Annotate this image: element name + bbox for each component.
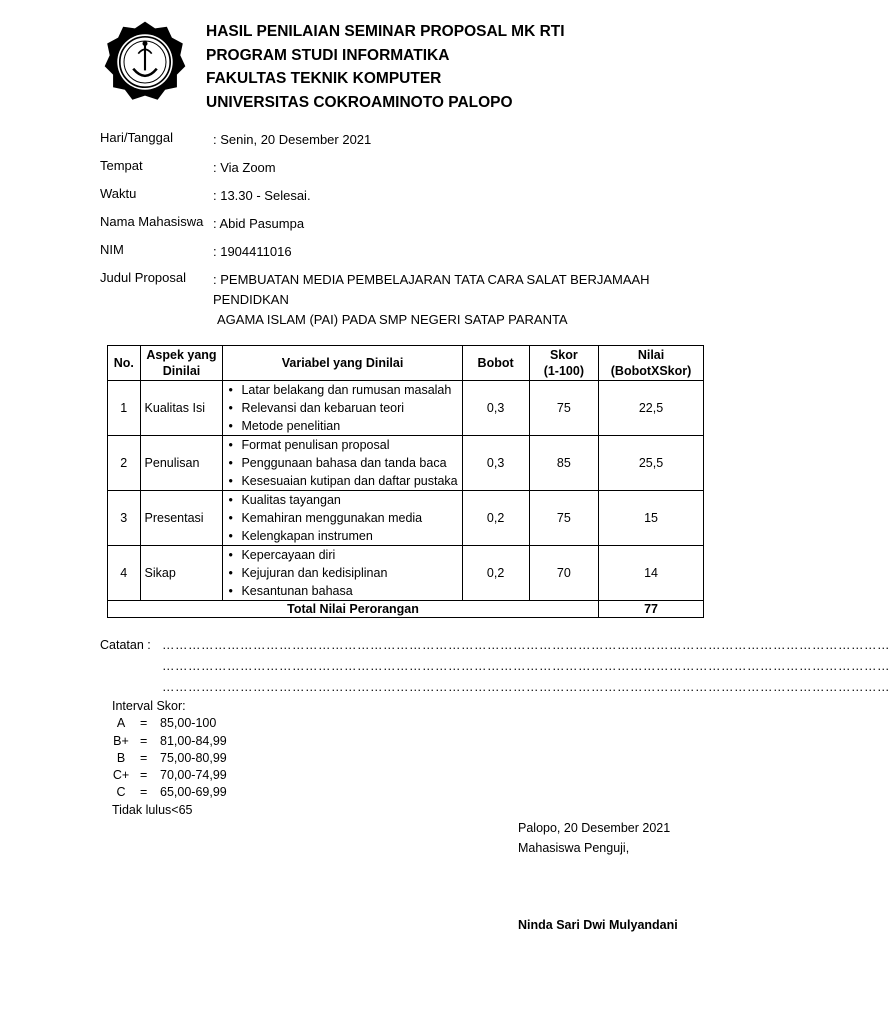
- grade-range: 75,00-80,99: [160, 750, 227, 765]
- info-value: : Senin, 20 Desember 2021: [213, 132, 372, 147]
- list-item: • Latar belakang dan rumusan masalah: [227, 381, 457, 399]
- cell-no: 2: [108, 436, 141, 491]
- info-label: Nama Mahasiswa: [100, 214, 204, 229]
- table-header-row: [108, 346, 704, 381]
- list-item: • Kemahiran menggunakan media: [227, 509, 457, 527]
- list-item: • Kesantunan bahasa: [227, 582, 457, 600]
- list-item: • Kepercayaan diri: [227, 546, 457, 564]
- interval-title: Interval Skor:: [112, 699, 186, 713]
- fail-threshold: Tidak lulus<65: [112, 802, 193, 817]
- grade-equals: =: [140, 716, 148, 731]
- list-item: • Penggunaan bahasa dan tanda baca: [227, 454, 457, 472]
- document-header: [206, 20, 565, 114]
- signature-role: Mahasiswa Penguji,: [518, 841, 630, 855]
- info-label: Tempat: [100, 158, 143, 173]
- grade-row: [112, 715, 217, 732]
- header-university: UNIVERSITAS COKROAMINOTO PALOPO: [206, 93, 513, 111]
- info-label: Judul Proposal: [100, 270, 186, 285]
- grade-row: [112, 733, 227, 750]
- cell-weight: 0,2: [462, 491, 529, 546]
- cell-aspect: Penulisan: [140, 436, 223, 491]
- list-item: • Kelengkapan instrumen: [227, 527, 457, 545]
- notes-line: ……………………………………………………………………………………………………………………………………………………: [162, 659, 890, 673]
- cell-aspect: Kualitas Isi: [140, 381, 223, 436]
- list-item: • Metode penelitian: [227, 417, 457, 435]
- cell-weight: 0,3: [462, 436, 529, 491]
- signature-place-date: Palopo, 20 Desember 2021: [518, 821, 671, 835]
- header-no: No.: [108, 346, 141, 381]
- grade-equals: =: [140, 750, 148, 765]
- cell-value: 22,5: [599, 381, 704, 436]
- header-program: PROGRAM STUDI INFORMATIKA: [206, 46, 450, 64]
- grade-letter: B: [116, 750, 126, 765]
- grade-equals: =: [140, 768, 148, 783]
- university-emblem-icon: [103, 20, 187, 104]
- grade-letter: B+: [113, 733, 129, 748]
- header-faculty: FAKULTAS TEKNIK KOMPUTER: [206, 70, 442, 87]
- signer-name: Ninda Sari Dwi Mulyandani: [518, 918, 678, 932]
- cell-score: 75: [529, 381, 598, 436]
- grade-range: 65,00-69,99: [160, 785, 227, 800]
- grade-range: 81,00-84,99: [160, 733, 227, 748]
- grade-letter: C+: [112, 768, 130, 783]
- header-score: Skor (1-100): [529, 346, 598, 381]
- total-value: 77: [599, 601, 704, 618]
- total-label: Total Nilai Perorangan: [108, 601, 599, 618]
- info-value: : 1904411016: [213, 244, 292, 259]
- grade-letter: C: [116, 785, 126, 800]
- grade-equals: =: [140, 785, 148, 800]
- table-row: [108, 491, 704, 546]
- grade-row: [112, 784, 227, 801]
- score-interval: [112, 698, 227, 819]
- grade-row: [112, 767, 227, 784]
- cell-score: 85: [529, 436, 598, 491]
- cell-value: 14: [599, 546, 704, 601]
- cell-score: 70: [529, 546, 598, 601]
- notes-line: ……………………………………………………………………………………………………………………………………………………: [162, 638, 890, 652]
- cell-value: 15: [599, 491, 704, 546]
- cell-variables: [223, 436, 462, 491]
- list-item: • Relevansi dan kebaruan teori: [227, 399, 457, 417]
- cell-no: 1: [108, 381, 141, 436]
- list-item: • Format penulisan proposal: [227, 436, 457, 454]
- grade-row: [112, 750, 227, 767]
- cell-variables: [223, 491, 462, 546]
- header-title: HASIL PENILAIAN SEMINAR PROPOSAL MK RTI: [206, 23, 565, 40]
- cell-weight: 0,3: [462, 381, 529, 436]
- cell-aspect: Sikap: [140, 546, 223, 601]
- cell-variables: [223, 546, 462, 601]
- info-value: [213, 270, 693, 330]
- list-item: • Kejujuran dan kedisiplinan: [227, 564, 457, 582]
- total-row: [108, 601, 704, 618]
- table-row: [108, 381, 704, 436]
- cell-value: 25,5: [599, 436, 704, 491]
- header-variable: Variabel yang Dinilai: [223, 346, 462, 381]
- table-row: [108, 436, 704, 491]
- grade-range: 70,00-74,99: [160, 768, 227, 783]
- cell-variables: [223, 381, 462, 436]
- info-label: Hari/Tanggal: [100, 130, 173, 145]
- grade-letter: A: [116, 716, 126, 731]
- cell-no: 3: [108, 491, 141, 546]
- grade-equals: =: [140, 733, 148, 748]
- list-item: • Kesesuaian kutipan dan daftar pustaka: [227, 472, 457, 490]
- assessment-table: [107, 345, 704, 618]
- cell-no: 4: [108, 546, 141, 601]
- info-value: : Via Zoom: [213, 160, 276, 175]
- cell-aspect: Presentasi: [140, 491, 223, 546]
- header-aspect: Aspek yang Dinilai: [140, 346, 223, 381]
- info-label: Waktu: [100, 186, 137, 201]
- proposal-title-line2: AGAMA ISLAM (PAI) PADA SMP NEGERI SATAP PARANTA: [217, 312, 568, 327]
- grade-range: 85,00-100: [160, 716, 217, 731]
- notes-label: Catatan :: [100, 638, 151, 652]
- cell-score: 75: [529, 491, 598, 546]
- header-value: Nilai (BobotXSkor): [599, 346, 704, 381]
- proposal-title-line1: : PEMBUATAN MEDIA PEMBELAJARAN TATA CARA SALAT BERJAMAAH PENDIDKAN: [213, 272, 650, 307]
- info-value: : 13.30 - Selesai.: [213, 188, 311, 203]
- header-weight: Bobot: [462, 346, 529, 381]
- signature-block: [518, 818, 670, 858]
- info-value: : Abid Pasumpa: [213, 216, 305, 231]
- notes-line: ……………………………………………………………………………………………………………………………………………………: [162, 680, 890, 694]
- list-item: • Kualitas tayangan: [227, 491, 457, 509]
- table-row: [108, 546, 704, 601]
- cell-weight: 0,2: [462, 546, 529, 601]
- info-label: NIM: [100, 242, 124, 257]
